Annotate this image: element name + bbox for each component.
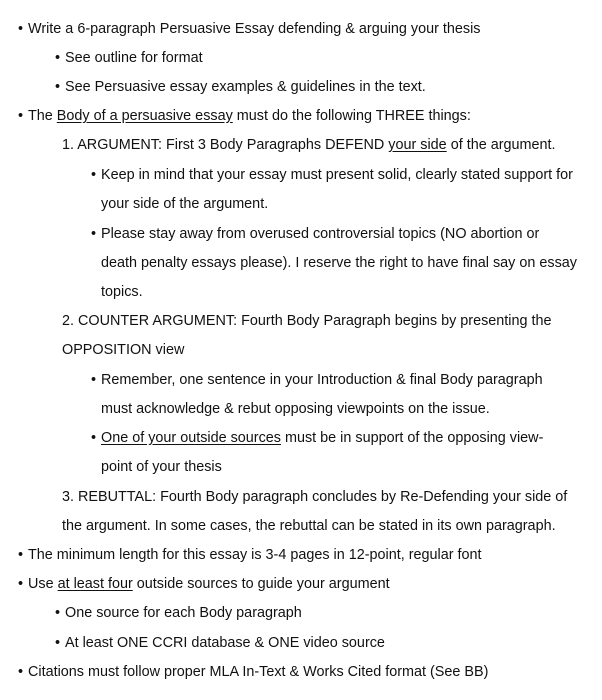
list-item: • Keep in mind that your essay must present solid, clearly stated support for bbox=[91, 167, 573, 183]
bullet-icon: • bbox=[91, 372, 97, 388]
list-item: • Remember, one sentence in your Introduction & final Body paragraph bbox=[91, 372, 543, 388]
list-item-continuation: your side of the argument. bbox=[101, 196, 269, 212]
list-item: • The minimum length for this essay is 3-4 pages in 12-point, regular font bbox=[18, 547, 482, 563]
bullet-icon: • bbox=[91, 167, 97, 183]
list-item-continuation: must acknowledge & rebut opposing viewpoints on the issue. bbox=[101, 401, 490, 417]
bullet-icon: • bbox=[91, 226, 97, 242]
underlined-text: Body of a persuasive essay bbox=[56, 108, 233, 124]
list-item-continuation: point of your thesis bbox=[101, 459, 222, 475]
list-item: • Please stay away from overused controversial topics (NO abortion or bbox=[91, 226, 540, 242]
bullet-icon: • bbox=[55, 50, 61, 66]
underlined-text: your side bbox=[388, 137, 447, 153]
list-item: • At least ONE CCRI database & ONE video source bbox=[55, 635, 385, 651]
bullet-icon: • bbox=[55, 635, 61, 651]
numbered-item-continuation: the argument. In some cases, the rebuttal can be stated in its own paragraph. bbox=[62, 518, 556, 534]
underlined-text: One of your outside sources bbox=[101, 430, 281, 446]
numbered-item: 3. REBUTTAL: Fourth Body paragraph concludes by Re-Defending your side of bbox=[62, 489, 568, 505]
bullet-icon: • bbox=[18, 547, 24, 563]
list-item: • One of your outside sources must be in support of the opposing view- bbox=[91, 430, 544, 446]
numbered-item: 1. ARGUMENT: First 3 Body Paragraphs DEFEND your side of the argument. bbox=[62, 137, 556, 153]
list-item: • Write a 6-paragraph Persuasive Essay defending & arguing your thesis bbox=[18, 21, 481, 37]
list-item: • Use at least four outside sources to guide your argument bbox=[18, 576, 390, 592]
bullet-icon: • bbox=[18, 108, 24, 124]
numbered-item-continuation: OPPOSITION view bbox=[62, 342, 185, 358]
bullet-icon: • bbox=[18, 664, 24, 680]
list-item: • One source for each Body paragraph bbox=[55, 605, 302, 621]
bullet-icon: • bbox=[55, 79, 61, 95]
list-item: • The Body of a persuasive essay must do the following THREE things: bbox=[18, 108, 471, 124]
bullet-icon: • bbox=[18, 576, 24, 592]
bullet-icon: • bbox=[91, 430, 97, 446]
list-item: • See Persuasive essay examples & guidelines in the text. bbox=[55, 79, 426, 95]
list-item-continuation: topics. bbox=[101, 284, 143, 300]
list-item-continuation: death penalty essays please). I reserve the right to have final say on essay bbox=[101, 255, 577, 271]
numbered-item: 2. COUNTER ARGUMENT: Fourth Body Paragraph begins by presenting the bbox=[62, 313, 552, 329]
bullet-icon: • bbox=[55, 605, 61, 621]
list-item: • See outline for format bbox=[55, 50, 203, 66]
list-item: • Citations must follow proper MLA In-Text & Works Cited format (See BB) bbox=[18, 664, 489, 680]
underlined-text: at least four bbox=[57, 576, 133, 592]
bullet-icon: • bbox=[18, 21, 24, 37]
